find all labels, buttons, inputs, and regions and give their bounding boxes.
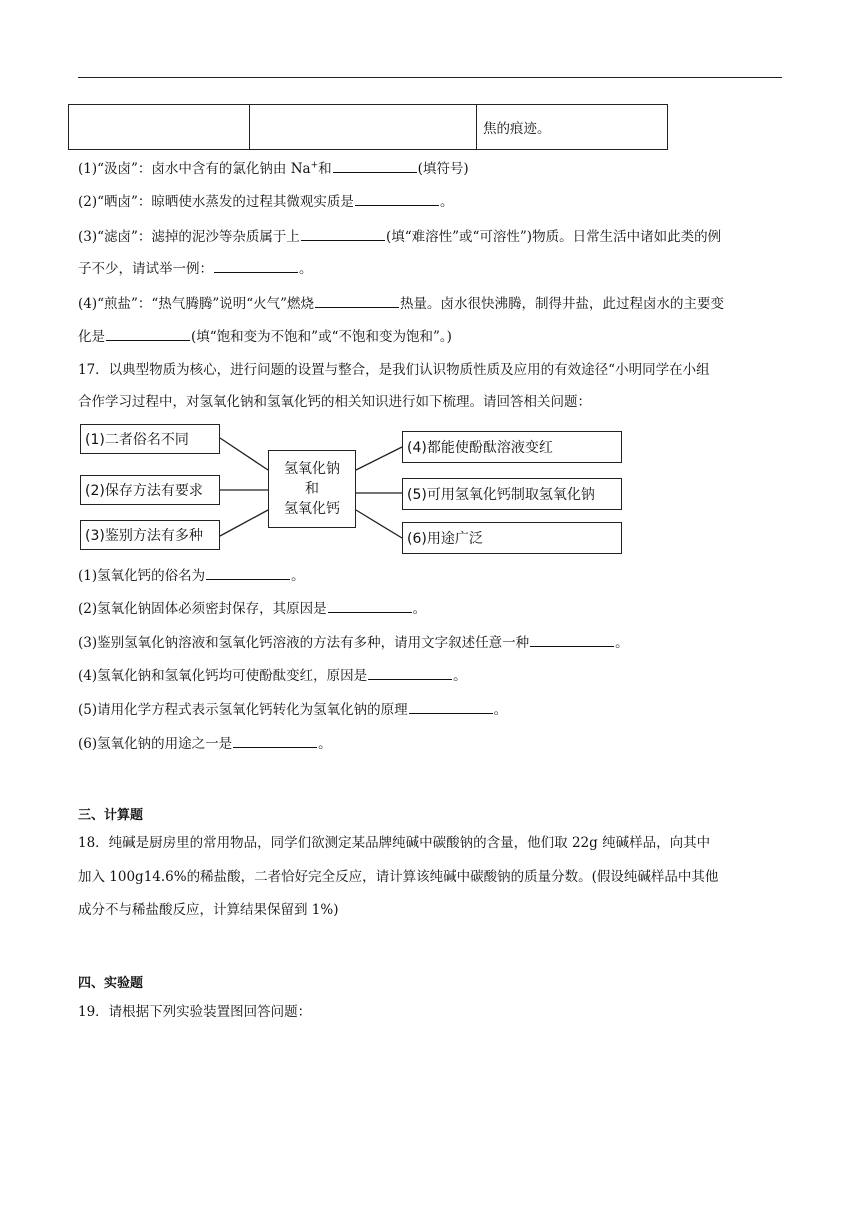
answer-blank[interactable]	[106, 326, 190, 341]
q16-item-4-cont: 化是 (填“饱和变为不饱和”或“不饱和变为饱和”。)	[78, 326, 452, 347]
q17-item-4: (4)氢氧化钠和氢氧化钙均可使酚酞变红，原因是 。	[78, 665, 467, 686]
q18-line-1: 18．纯碱是厨房里的常用物品，同学们欲测定某品牌纯碱中碳酸钠的含量，他们取 22g 纯碱样品，向其中	[78, 835, 711, 851]
q17-item-5: (5)请用化学方程式表示氢氧化钙转化为氢氧化钠的原理 。	[78, 699, 507, 720]
connector-line	[356, 510, 402, 538]
diagram-box-left-2: (2)保存方法有要求	[80, 475, 220, 505]
diagram-box-left-3: (3)鉴别方法有多种	[80, 520, 220, 550]
q17-item-3: (3)鉴别氢氧化钠溶液和氢氧化钙溶液的方法有多种，请用文字叙述任意一种 。	[78, 632, 629, 653]
q17-intro-1: 17．以典型物质为核心，进行问题的设置与整合，是我们认识物质性质及应用的有效途径“小明同学在小组	[78, 362, 710, 378]
q17-intro-2: 合作学习过程中，对氢氧化钠和氢氧化钙的相关知识进行如下梳理。请回答相关问题：	[78, 394, 591, 410]
answer-blank[interactable]	[206, 565, 290, 580]
q16-item-3: (3)“滤卤”：滤掉的泥沙等杂质属于上 (填“难溶性”或“可溶性”)物质。日常生活中诸如此类的例	[78, 226, 721, 247]
connector-line	[220, 438, 268, 470]
q16-item-4: (4)“煎盐”：“热气腾腾”说明“火气”燃烧 热量。卤水很快沸腾，制得井盐，此过程卤水的主要变	[78, 293, 724, 314]
connector-line	[220, 510, 268, 536]
diagram-box-left-1: (1)二者俗名不同	[80, 424, 220, 454]
answer-blank[interactable]	[301, 226, 385, 241]
answer-blank[interactable]	[333, 158, 417, 173]
table-cell	[69, 105, 250, 150]
table-row	[69, 105, 668, 150]
q18-line-3: 成分不与稀盐酸反应，计算结果保留到 1%)	[78, 902, 339, 918]
connector-line	[356, 447, 402, 470]
diagram-box-right-1: (4)都能使酚酞溶液变红	[402, 431, 622, 463]
continued-table	[68, 104, 668, 150]
q16-item-2: (2)“晒卤”：晾晒使水蒸发的过程其微观实质是 。	[78, 191, 453, 212]
header-rule	[78, 77, 782, 78]
diagram-box-right-2: (5)可用氢氧化钙制取氢氧化钠	[402, 478, 622, 510]
q18-line-2: 加入 100g14.6%的稀盐酸，二者恰好完全反应，请计算该纯碱中碳酸钠的质量分数。(假设纯碱样品中其他	[78, 869, 719, 885]
table-cell: 焦的痕迹。	[477, 105, 668, 150]
table-cell	[250, 105, 477, 150]
answer-blank[interactable]	[315, 293, 399, 308]
answer-blank[interactable]	[368, 665, 452, 680]
q17-item-1: (1)氢氧化钙的俗名为 。	[78, 565, 305, 586]
answer-blank[interactable]	[355, 191, 439, 206]
section-heading-experiment: 四、实验题	[78, 976, 144, 991]
answer-blank[interactable]	[328, 598, 412, 613]
answer-blank[interactable]	[214, 258, 298, 273]
answer-blank[interactable]	[409, 699, 493, 714]
answer-blank[interactable]	[233, 733, 317, 748]
diagram-center-box: 氢氧化钠 和 氢氧化钙	[268, 450, 356, 528]
diagram-box-right-3: (6)用途广泛	[402, 522, 622, 554]
answer-blank[interactable]	[530, 632, 614, 647]
section-heading-calculation: 三、计算题	[78, 808, 144, 823]
q17-item-6: (6)氢氧化钠的用途之一是 。	[78, 733, 332, 754]
q19-line: 19．请根据下列实验装置图回答问题：	[78, 1004, 312, 1020]
q16-item-3-cont: 子不少，请试举一例： 。	[78, 258, 313, 279]
concept-diagram	[78, 420, 648, 556]
q17-item-2: (2)氢氧化钠固体必须密封保存，其原因是 。	[78, 598, 426, 619]
q16-item-1: (1)“汲卤”：卤水中含有的氯化钠由 Na+和 (填符号)	[78, 158, 469, 179]
